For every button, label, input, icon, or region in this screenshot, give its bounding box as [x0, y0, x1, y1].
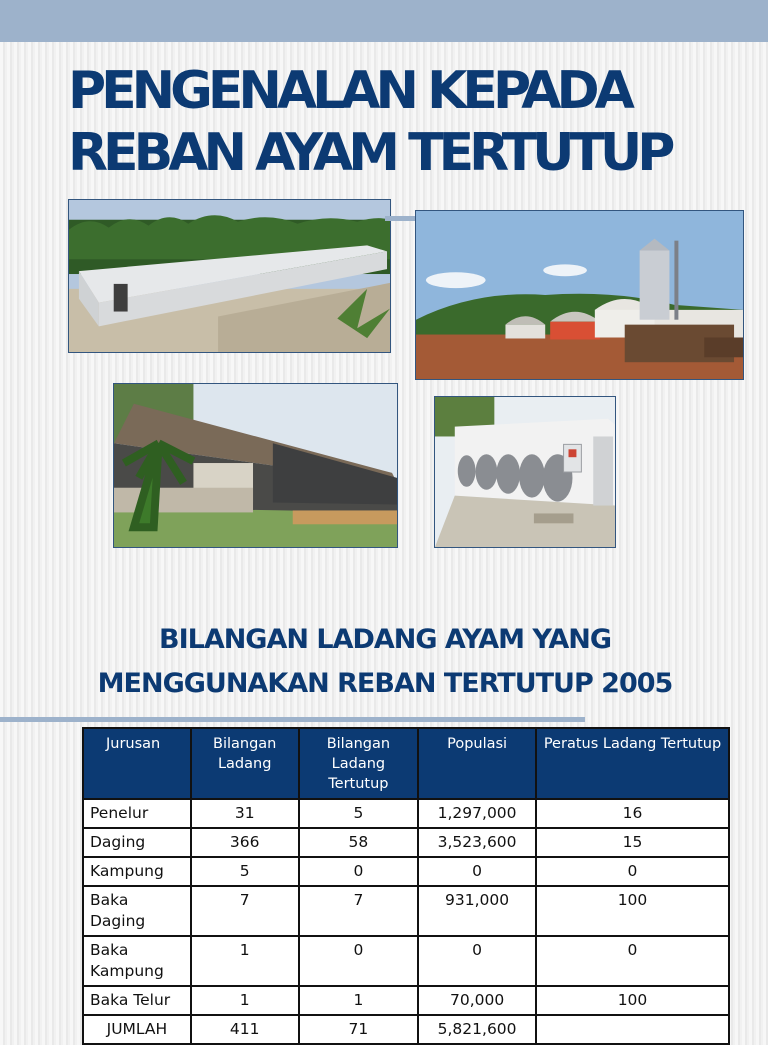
- table-cell: Penelur: [83, 799, 191, 828]
- table-cell: 0: [536, 936, 729, 986]
- open-sided-chicken-house-photo: [113, 383, 398, 548]
- top-accent-band: [0, 0, 768, 42]
- table-cell: 0: [418, 936, 536, 986]
- table-title: [50, 618, 720, 706]
- tunnel-ventilation-fans-photo: [434, 396, 616, 548]
- subtitle-line-1: BILANGAN LADANG AYAM YANG: [158, 624, 611, 655]
- table-cell: 100: [536, 886, 729, 936]
- table-cell: [536, 1015, 729, 1044]
- table-cell: 100: [536, 986, 729, 1015]
- table-cell: 5,821,600: [418, 1015, 536, 1044]
- table-cell: 70,000: [418, 986, 536, 1015]
- table-cell: 1: [299, 986, 419, 1015]
- table-row: [83, 857, 729, 886]
- table-cell: 1: [191, 936, 299, 986]
- table-cell: 0: [418, 857, 536, 886]
- table-cell: Baka Kampung: [83, 936, 191, 986]
- table-cell: 931,000: [418, 886, 536, 936]
- table-cell: 1: [191, 986, 299, 1015]
- table-cell: 58: [299, 828, 419, 857]
- title-line-2: REBAN AYAM TERTUTUP: [68, 123, 671, 183]
- column-header: Bilangan Ladang: [191, 728, 299, 799]
- table-row: [83, 936, 729, 986]
- column-header: Jurusan: [83, 728, 191, 799]
- chicken-house-photo-palm-plantation: [68, 199, 391, 353]
- table-cell: Daging: [83, 828, 191, 857]
- table-row: [83, 986, 729, 1015]
- table-cell: 0: [299, 857, 419, 886]
- table-cell: 7: [299, 886, 419, 936]
- table-cell: 16: [536, 799, 729, 828]
- table-total-row: [83, 1015, 729, 1044]
- table-row: [83, 799, 729, 828]
- table-header-row: [83, 728, 729, 799]
- table-cell: 15: [536, 828, 729, 857]
- table-cell: 1,297,000: [418, 799, 536, 828]
- chicken-farm-photo-silos: [415, 210, 744, 380]
- table-cell: 366: [191, 828, 299, 857]
- accent-line: [385, 216, 417, 221]
- column-header: Populasi: [418, 728, 536, 799]
- table-cell: Kampung: [83, 857, 191, 886]
- table-cell: Baka Telur: [83, 986, 191, 1015]
- table-cell: Baka Daging: [83, 886, 191, 936]
- column-header: Peratus Ladang Tertutup: [536, 728, 729, 799]
- table-row: [83, 828, 729, 857]
- column-header: Bilangan Ladang Tertutup: [299, 728, 419, 799]
- table-cell: 7: [191, 886, 299, 936]
- table-cell: JUMLAH: [83, 1015, 191, 1044]
- table-row: [83, 886, 729, 936]
- table-cell: 31: [191, 799, 299, 828]
- table-cell: 5: [191, 857, 299, 886]
- slide-title: [68, 60, 728, 184]
- subtitle-line-2: MENGGUNAKAN REBAN TERTUTUP 2005: [97, 668, 673, 699]
- table-cell: 5: [299, 799, 419, 828]
- table-cell: 0: [299, 936, 419, 986]
- table-cell: 3,523,600: [418, 828, 536, 857]
- table-cell: 0: [536, 857, 729, 886]
- farm-statistics-table: [82, 727, 730, 1045]
- table-cell: 411: [191, 1015, 299, 1044]
- accent-line: [0, 717, 585, 722]
- title-line-1: PENGENALAN KEPADA: [68, 61, 630, 121]
- table-cell: 71: [299, 1015, 419, 1044]
